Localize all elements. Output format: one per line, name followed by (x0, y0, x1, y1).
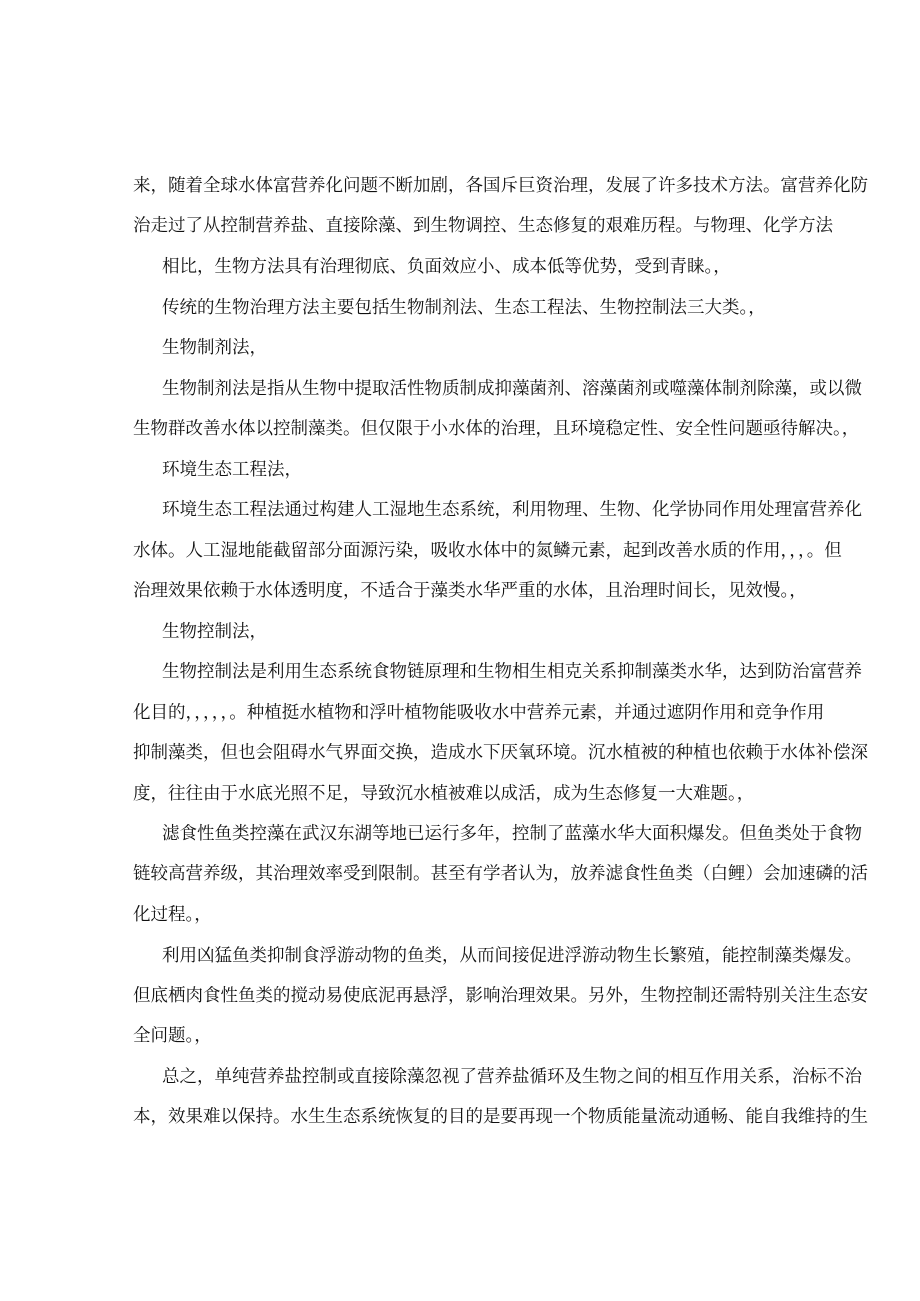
text-line: 链较高营养级，其治理效率受到限制。甚至有学者认为，放养滤食性鱼类（白鲤）会加速磷的活 (133, 864, 868, 884)
text-line: 环境生态工程法通过构建人工湿地生态系统，利用物理、生物、化学协同作用处理富营养化 (162, 500, 862, 520)
text-line: 度，往往由于水底光照不足，导致沉水植被难以成活，成为生态修复一大难题。， (133, 784, 755, 804)
text-line: 相比，生物方法具有治理彻底、负面效应小、成本低等优势，受到青睐。， (162, 257, 731, 277)
text-line: 治理效果依赖于水体透明度，不适合于藻类水华严重的水体，且治理时间长，见效慢。， (133, 581, 807, 601)
section-heading: 环境生态工程法， (162, 460, 302, 480)
text-line: 化过程。， (133, 905, 212, 925)
text-line: 化目的，，，，，。种植挺水植物和浮叶植物能吸收水中营养元素，并通过遮阴作用和竞争作用 (133, 703, 825, 723)
text-line: 但底栖肉食性鱼类的搅动易使底泥再悬浮，影响治理效果。另外，生物控制还需特别关注生态安 (133, 986, 868, 1006)
text-line: 生物群改善水体以控制藻类。但仅限于小水体的治理，且环境稳定性、安全性问题亟待解决。， (133, 419, 860, 439)
text-line: 来，随着全球水体富营养化问题不断加剧，各国斥巨资治理，发展了许多技术方法。富营养化防 (133, 176, 868, 196)
text-line: 滤食性鱼类控藻在武汉东湖等地已运行多年，控制了蓝藻水华大面积爆发。但鱼类处于食物 (162, 824, 862, 844)
text-line: 治走过了从控制营养盐、直接除藻、到生物调控、生态修复的艰难历程。与物理、化学方法 (133, 216, 833, 236)
text-line: 传统的生物治理方法主要包括生物制剂法、生态工程法、生物控制法三大类。， (162, 298, 766, 318)
text-line: 生物制剂法是指从生物中提取活性物质制成抑藻菌剂、溶藻菌剂或噬藻体制剂除藻，或以微 (162, 379, 862, 399)
text-line: 抑制藻类，但也会阻碍水气界面交换，造成水下厌氧环境。沉水植被的种植也依赖于水体补偿深 (133, 743, 868, 763)
text-line: 全问题。， (133, 1026, 212, 1046)
section-heading: 生物制剂法， (162, 338, 267, 358)
text-line: 利用凶猛鱼类抑制食浮游动物的鱼类，从而间接促进浮游动物生长繁殖，能控制藻类爆发。 (162, 946, 862, 966)
text-line: 总之，单纯营养盐控制或直接除藻忽视了营养盐循环及生物之间的相互作用关系，治标不治 (162, 1067, 862, 1087)
text-line: 水体。人工湿地能截留部分面源污染，吸收水体中的氮鳞元素，起到改善水质的作用，，，。但 (133, 541, 842, 561)
text-line: 本，效果难以保持。水生生态系统恢复的目的是要再现一个物质能量流动通畅、能自我维持的生 (133, 1107, 868, 1127)
text-line: 生物控制法是利用生态系统食物链原理和生物相生相克关系抑制藻类水华，达到防治富营养 (162, 662, 862, 682)
section-heading: 生物控制法， (162, 622, 267, 642)
